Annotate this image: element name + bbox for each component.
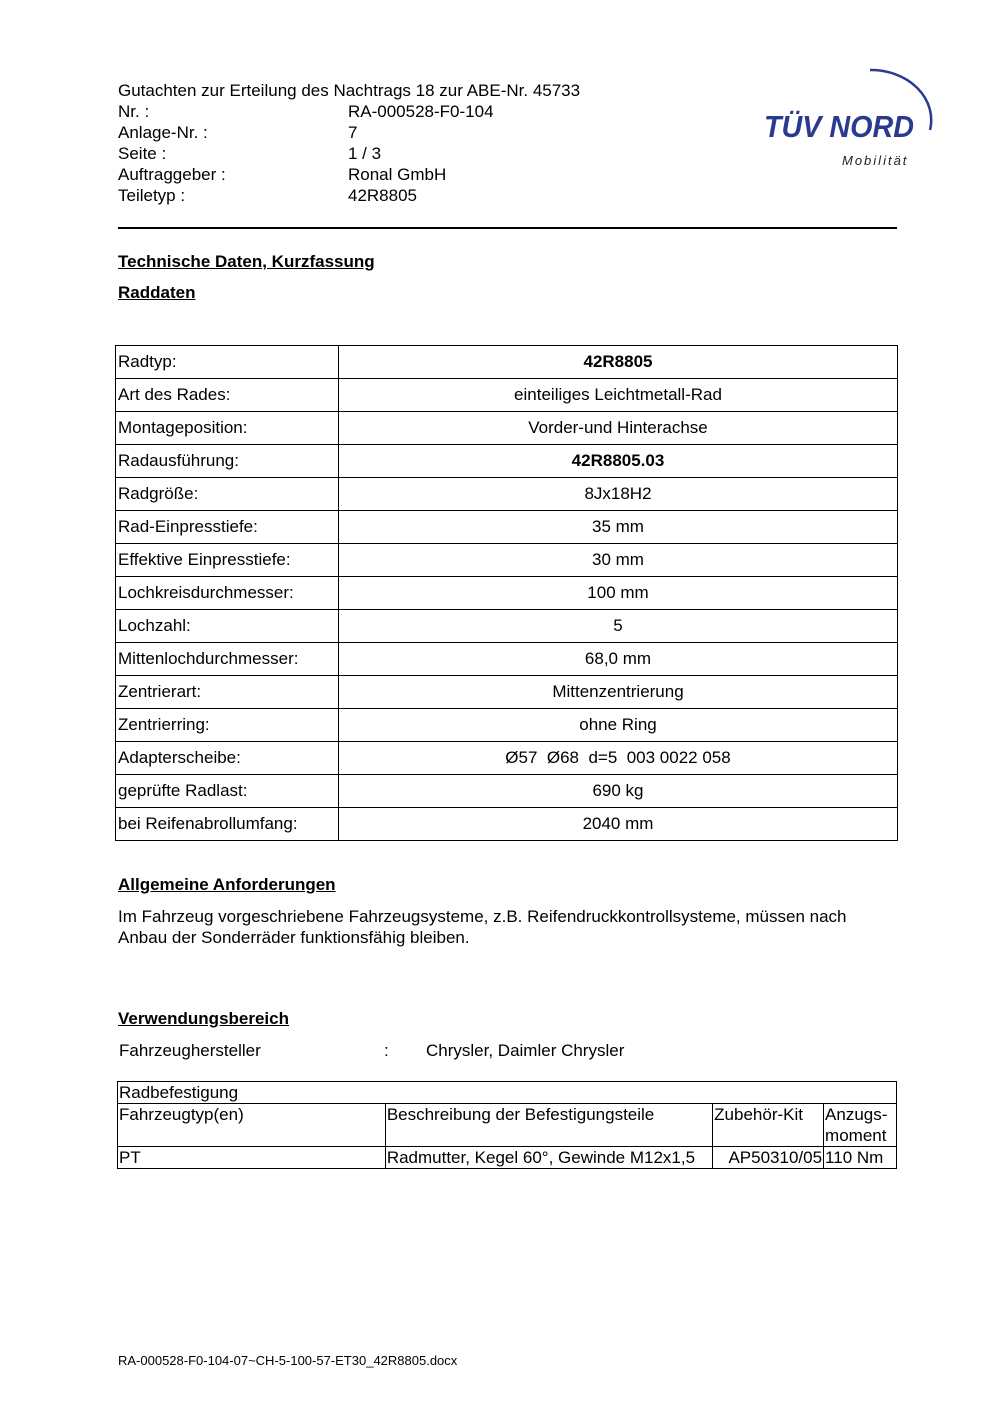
section-raddaten: Raddaten [118, 283, 196, 302]
row-value: Ø57 Ø68 d=5 003 0022 058 [339, 742, 898, 775]
row-key: Effektive Einpresstiefe: [116, 544, 339, 577]
document-title: Gutachten zur Erteilung des Nachtrags 18 zur ABE-Nr. 45733 [118, 81, 581, 100]
header-value-seite: 1 / 3 [348, 144, 382, 163]
row-value: Vorder-und Hinterachse [339, 412, 898, 445]
row-value: 5 [339, 610, 898, 643]
raddaten-table [115, 345, 898, 841]
row-key: Mittenlochdurchmesser: [116, 643, 339, 676]
table-row [116, 775, 898, 808]
header-label-nr: Nr. : [118, 102, 150, 121]
hersteller-label: Fahrzeughersteller [119, 1041, 261, 1060]
row-value: ohne Ring [339, 709, 898, 742]
header-divider [118, 227, 897, 229]
table-row [118, 1147, 897, 1169]
table-row [116, 577, 898, 610]
radbefestigung-title: Radbefestigung [118, 1082, 897, 1104]
row-key: Zentrierart: [116, 676, 339, 709]
table-row [116, 379, 898, 412]
row-value: Mittenzentrierung [339, 676, 898, 709]
row-value: 68,0 mm [339, 643, 898, 676]
row-value: 2040 mm [339, 808, 898, 841]
hersteller-value: Chrysler, Daimler Chrysler [426, 1041, 625, 1060]
table-row [116, 610, 898, 643]
row-value: 8Jx18H2 [339, 478, 898, 511]
table-row [118, 1082, 897, 1104]
row-value: 100 mm [339, 577, 898, 610]
row-key: Zentrierring: [116, 709, 339, 742]
column-header: Zubehör-Kit [713, 1104, 824, 1147]
table-cell: AP50310/05 [713, 1147, 824, 1169]
table-row [116, 544, 898, 577]
section-allgemeine-anforderungen: Allgemeine Anforderungen [118, 875, 336, 894]
table-row [116, 742, 898, 775]
row-key: Rad-Einpresstiefe: [116, 511, 339, 544]
row-key: Montageposition: [116, 412, 339, 445]
row-key: Radgröße: [116, 478, 339, 511]
row-value: einteiliges Leichtmetall-Rad [339, 379, 898, 412]
row-key: Adapterscheibe: [116, 742, 339, 775]
header-label-auftraggeber: Auftraggeber : [118, 165, 226, 184]
logo-sub-text: Mobilität [842, 153, 909, 168]
column-header: Anzugs-moment [824, 1104, 897, 1147]
row-value: 690 kg [339, 775, 898, 808]
footer-filename: RA-000528-F0-104-07~CH-5-100-57-ET30_42R8805.docx [118, 1353, 458, 1368]
table-row [116, 511, 898, 544]
header-label-anlage: Anlage-Nr. : [118, 123, 208, 142]
row-value: 30 mm [339, 544, 898, 577]
header-value-auftraggeber: Ronal GmbH [348, 165, 447, 184]
table-cell: Radmutter, Kegel 60°, Gewinde M12x1,5 [385, 1147, 712, 1169]
logo-brand-text: TÜV NORD [764, 109, 914, 144]
header-label-seite: Seite : [118, 144, 167, 163]
tuv-nord-logo-graphic [760, 55, 945, 175]
table-cell: PT [118, 1147, 386, 1169]
column-header: Beschreibung der Befestigungsteile [385, 1104, 712, 1147]
header-value-teiletyp: 42R8805 [348, 186, 418, 205]
row-key: bei Reifenabrollumfang: [116, 808, 339, 841]
row-key: Lochkreisdurchmesser: [116, 577, 339, 610]
table-row [116, 676, 898, 709]
row-key: Lochzahl: [116, 610, 339, 643]
table-header-row [118, 1104, 897, 1147]
table-row [116, 643, 898, 676]
hersteller-separator: : [384, 1041, 389, 1060]
header-value-anlage: 7 [348, 123, 358, 142]
row-key: Radtyp: [116, 346, 339, 379]
allgemein-paragraph: Im Fahrzeug vorgeschriebene Fahrzeugsysteme, z.B. Reifendruckkontrollsysteme, müssen nach Anbau der Sonderräder funktionsfähig bleiben. [118, 907, 847, 947]
table-row [116, 478, 898, 511]
row-key: Radausführung: [116, 445, 339, 478]
radbefestigung-table [117, 1081, 897, 1169]
header-label-teiletyp: Teiletyp : [118, 186, 186, 205]
section-verwendungsbereich: Verwendungsbereich [118, 1009, 289, 1028]
table-row [116, 808, 898, 841]
column-header: Fahrzeugtyp(en) [118, 1104, 386, 1147]
row-value: 42R8805 [339, 346, 898, 379]
table-row [116, 445, 898, 478]
table-row [116, 412, 898, 445]
table-row [116, 346, 898, 379]
table-cell: 110 Nm [824, 1147, 897, 1169]
row-key: geprüfte Radlast: [116, 775, 339, 808]
row-value: 35 mm [339, 511, 898, 544]
row-value: 42R8805.03 [339, 445, 898, 478]
header-value-nr: RA-000528-F0-104 [348, 102, 494, 121]
table-row [116, 709, 898, 742]
section-technische-daten: Technische Daten, Kurzfassung [118, 252, 375, 271]
row-key: Art des Rades: [116, 379, 339, 412]
tuv-nord-logo [760, 55, 945, 175]
